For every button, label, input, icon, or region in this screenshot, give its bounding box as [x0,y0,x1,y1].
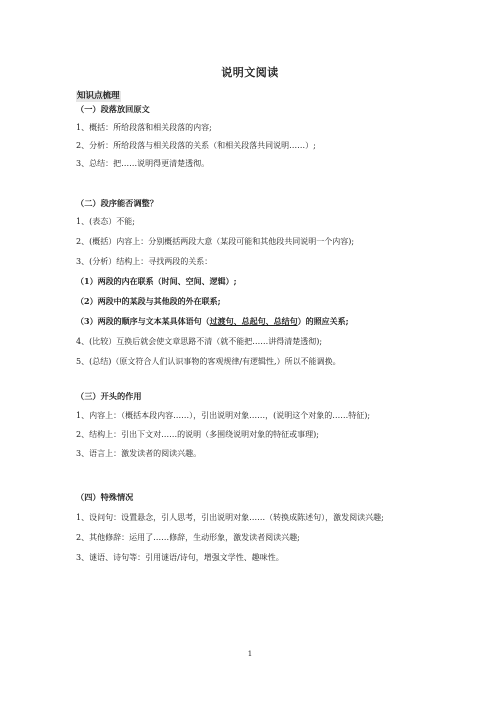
section-label: 知识点梳理 [77,91,120,101]
heading-s3: （三）开头的作用 [76,391,142,401]
s2-item-5: 5、(总结)（原文符合人们认识事物的客观规律/有逻辑性,）所以不能调换。 [76,357,341,366]
s4-item-3: 3、谜语、诗句等：引用谜语/诗句，增强文学性、趣味性。 [76,553,284,562]
s2-item-4: 4、(比较）互换后就会使文章思路不清（就不能把……讲得清楚透彻); [76,337,323,346]
s2-bold-1: （1）两段的内在联系（时间、空间、逻辑）; [76,276,237,286]
s2-bold-2: （2）两段中的某段与其他段的外在联系; [76,296,221,306]
s2-item-3: 3、(分析）结构上：寻找两段的关系： [76,257,213,266]
s3-item-3: 3、语言上：激发读者的阅读兴趣。 [76,449,202,458]
page-number: 1 [247,650,253,658]
s3-item-1: 1、内容上：（概括本段内容……），引出说明对象……，(说明这个对象的……特征); [76,411,371,420]
s2-bold-3-post: ）的照应关系; [297,316,349,326]
s2-bold-3 [76,316,349,327]
s1-item-2: 2、分析：所给段落与相关段落的关系（和相关段落共同说明……）; [76,141,316,150]
s2-item-1: 1、(表态）不能; [76,217,135,226]
page-title: 说明文阅读 [221,66,279,79]
s2-bold-3-underlined: 过渡句、总起句、总结句 [209,316,298,326]
s2-bold-3-pre: （3）两段的顺序与文本某具体语句（ [76,316,210,326]
s1-item-1: 1、概括：所给段落和相关段落的内容; [76,123,212,132]
heading-s2: （二）段序能否调整？ [76,198,158,208]
s3-item-2: 2、结构上：引出下文对……的说明（多围绕说明对象的特征或事理); [76,430,319,439]
s4-item-1: 1、设问句：设置悬念，引人思考，引出说明对象……（转换成陈述句），激发阅读兴趣; [76,513,384,522]
s4-item-2: 2、其他修辞：运用了……修辞，生动形象，激发读者阅读兴趣; [76,533,300,542]
heading-s1: （一）段落放回原文 [76,104,150,114]
heading-s4: （四）特殊情况 [76,492,134,502]
s1-item-3: 3、总结：把……说明得更清楚透彻。 [76,159,210,168]
s2-item-2: 2、(概括）内容上：分别概括两段大意（某段可能和其他段共同说明一个内容); [76,237,355,246]
